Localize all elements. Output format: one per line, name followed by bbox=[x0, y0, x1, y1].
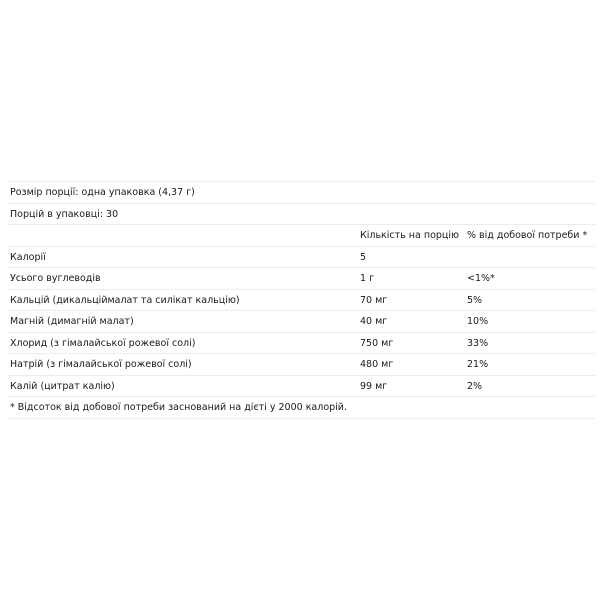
nutrient-amount: 1 г bbox=[360, 273, 375, 284]
nutrient-daily-value: 33% bbox=[467, 337, 489, 349]
nutrient-daily-value: 2% bbox=[467, 380, 483, 392]
nutrient-row-carbohydrates bbox=[7, 267, 595, 289]
nutrient-row-chloride bbox=[7, 332, 595, 354]
nutrient-daily-value: 5% bbox=[467, 294, 483, 306]
serving-size-row bbox=[7, 181, 595, 203]
nutrient-amount: 40 мг bbox=[360, 316, 388, 327]
daily-value-footnote: * Відсоток від добової потреби заснований на дієті у 2000 калорій. bbox=[10, 402, 347, 413]
nutrition-facts-table bbox=[7, 181, 595, 419]
nutrient-amount: 750 мг bbox=[360, 337, 394, 349]
nutrient-name: Кальцій (дикальціймалат та силікат кальцію) bbox=[10, 294, 240, 306]
nutrient-daily-value: 10% bbox=[467, 316, 489, 327]
nutrient-name: Калій (цитрат калію) bbox=[10, 380, 115, 392]
nutrient-amount: 99 мг bbox=[360, 380, 388, 392]
table-header-row bbox=[7, 224, 595, 246]
nutrient-row-magnesium bbox=[7, 310, 595, 332]
nutrient-row-potassium bbox=[7, 375, 595, 397]
nutrient-daily-value: 21% bbox=[467, 359, 489, 370]
amount-per-serving-header: Кількість на порцію bbox=[360, 230, 460, 241]
nutrient-amount: 480 мг bbox=[360, 359, 394, 370]
footnote-row bbox=[7, 396, 595, 419]
nutrient-name: Натрій (з гімалайської рожевої солі) bbox=[10, 359, 192, 370]
nutrient-name: Хлорид (з гімалайської рожевої солі) bbox=[10, 337, 196, 349]
nutrient-row-sodium bbox=[7, 353, 595, 375]
servings-per-container-text: Порцій в упаковці: 30 bbox=[10, 208, 119, 220]
serving-size-text: Розмір порції: одна упаковка (4,37 г) bbox=[10, 187, 195, 198]
nutrient-name: Калорії bbox=[10, 251, 46, 263]
nutrient-name: Магній (димагній малат) bbox=[10, 316, 134, 327]
nutrient-row-calcium bbox=[7, 289, 595, 311]
nutrient-daily-value: <1%* bbox=[467, 273, 495, 284]
nutrient-name: Усього вуглеводів bbox=[10, 273, 101, 284]
daily-value-header: % від добової потреби * bbox=[467, 230, 588, 241]
servings-per-container-row bbox=[7, 203, 595, 225]
nutrient-amount: 5 bbox=[360, 251, 367, 263]
nutrient-amount: 70 мг bbox=[360, 294, 388, 306]
nutrient-row-calories bbox=[7, 246, 595, 268]
